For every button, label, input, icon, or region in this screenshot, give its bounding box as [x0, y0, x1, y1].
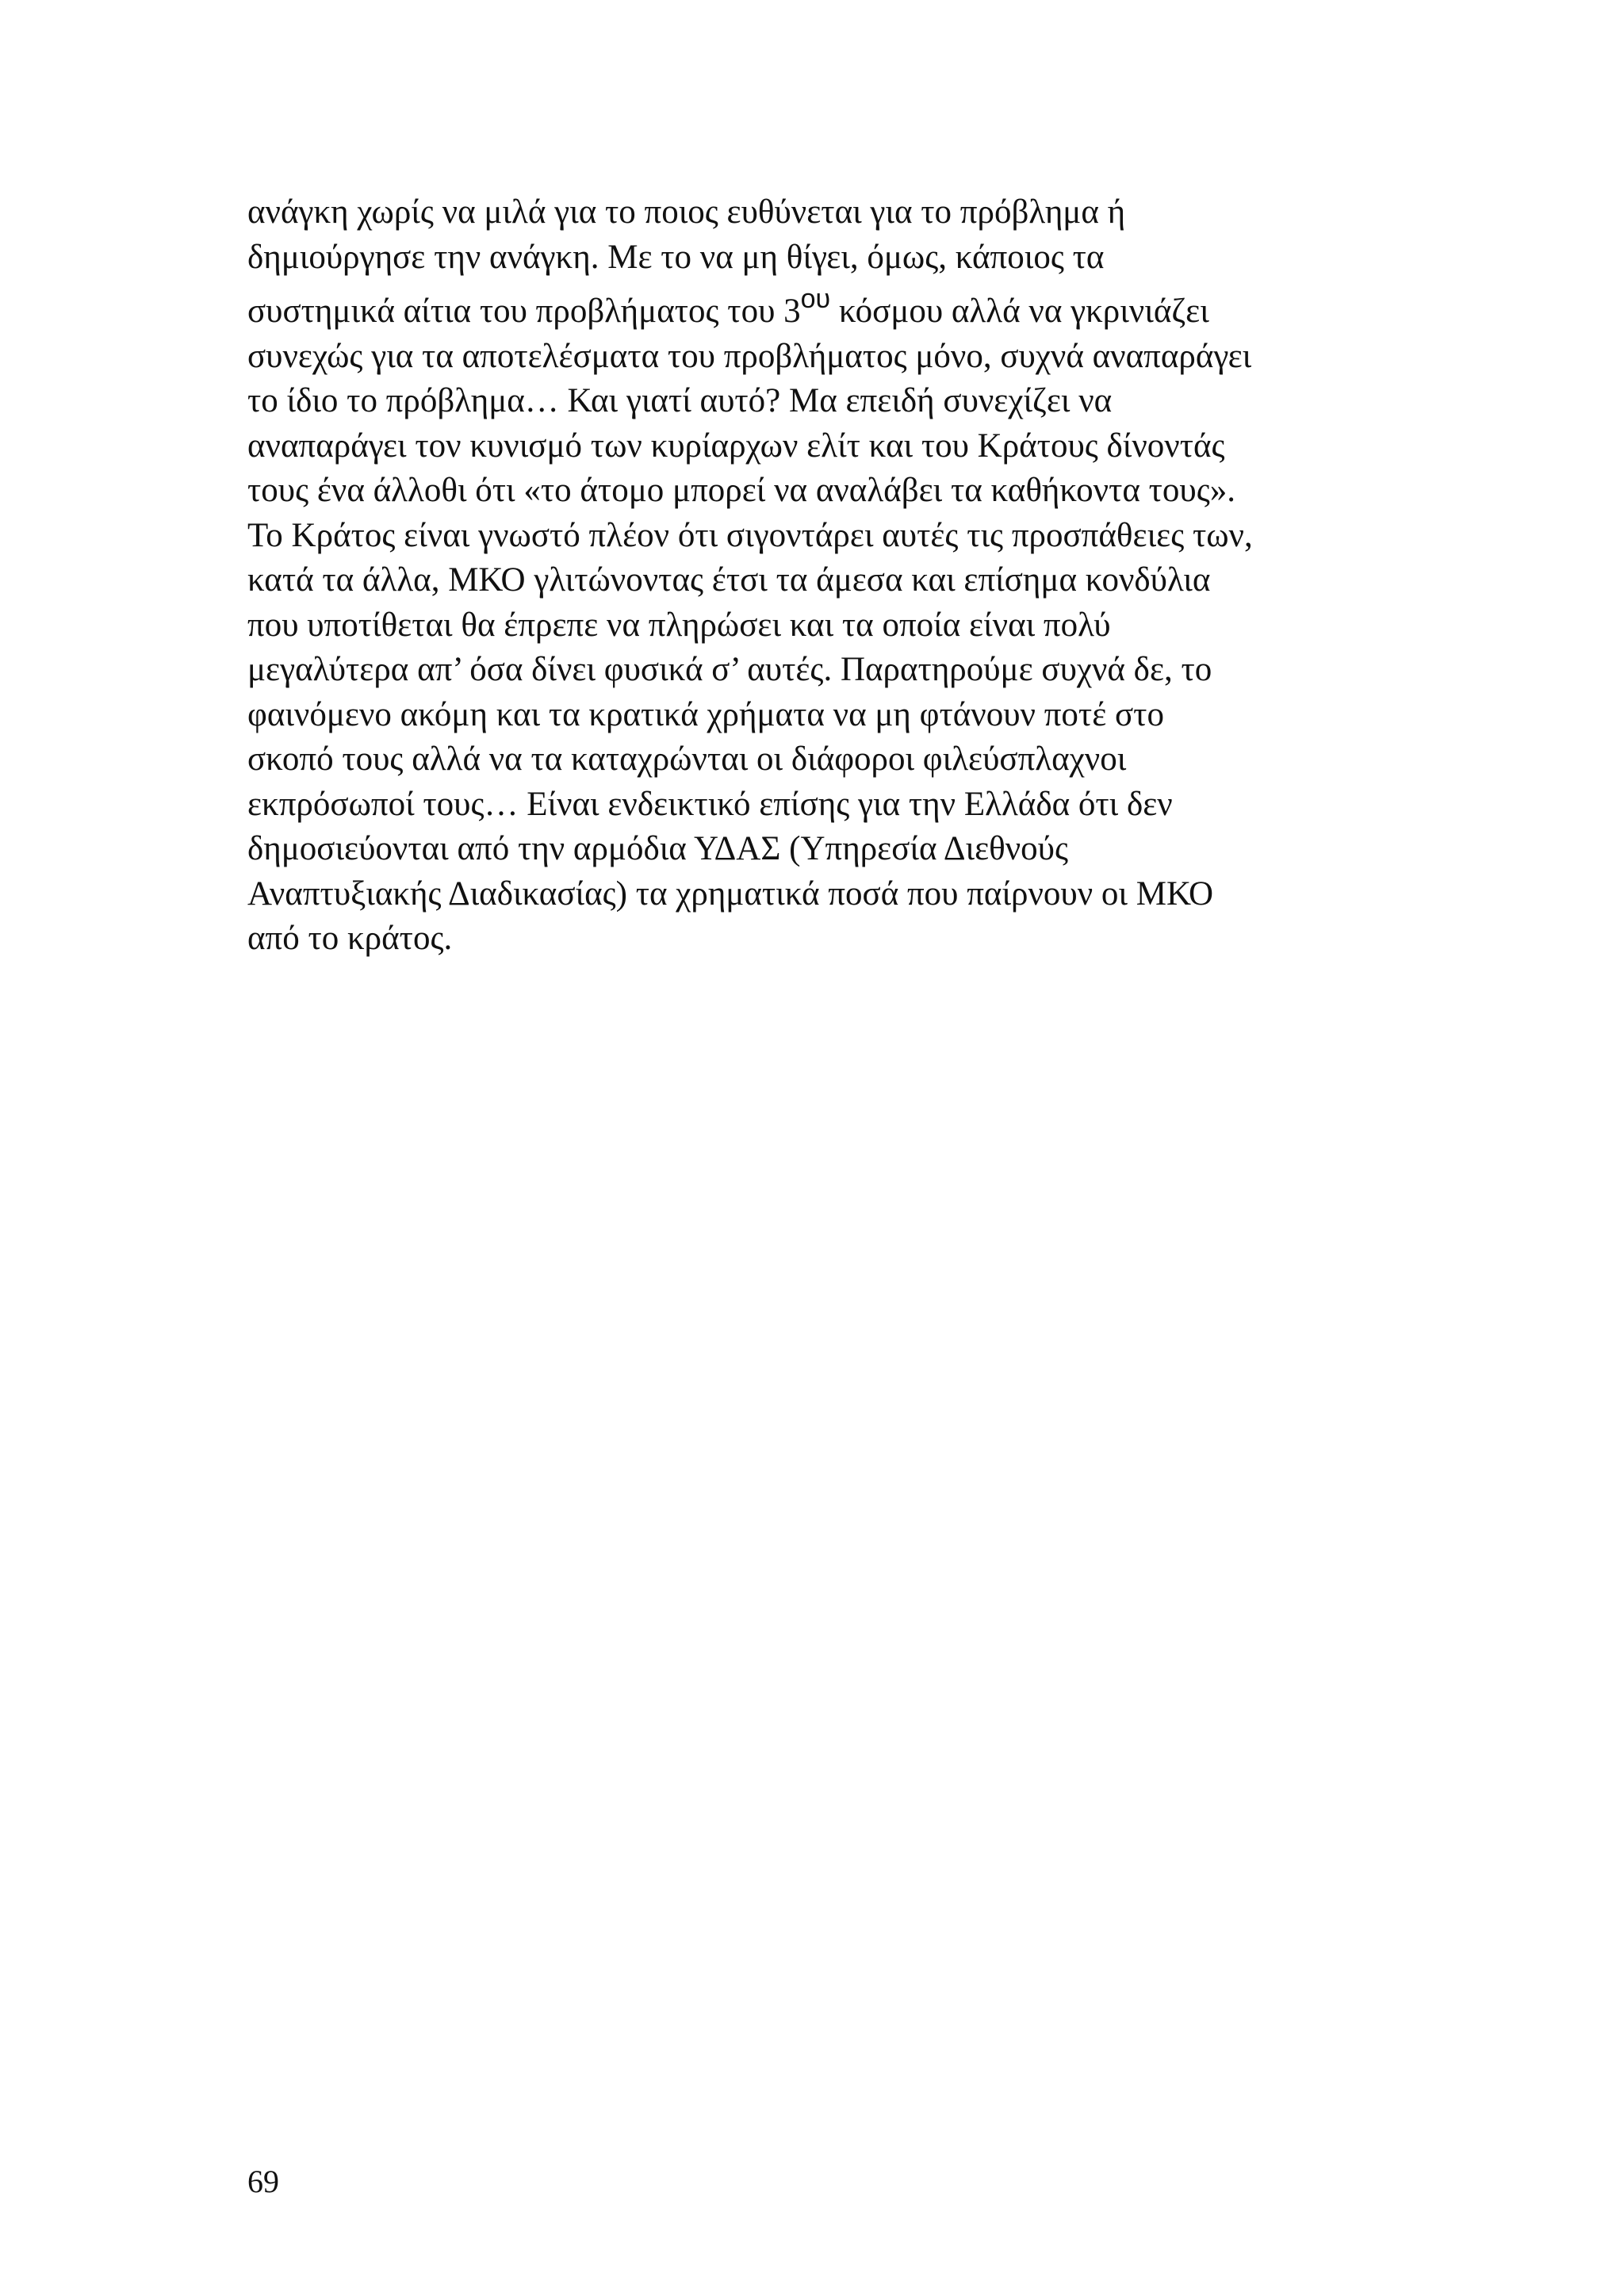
body-paragraph	[247, 190, 1405, 962]
text-line: τους ένα άλλοθι ότι «το άτομο μπορεί να αναλάβει τα καθήκοντα τους».	[247, 472, 1235, 509]
text-line: αναπαράγει τον κυνισμό των κυρίαρχων ελίτ και του Κράτους δίνοντάς	[247, 427, 1225, 465]
text-line: εκπρόσωποί τους… Είναι ενδεικτικό επίσης για την Ελλάδα ότι δεν	[247, 785, 1173, 823]
text-line: το ίδιο το πρόβλημα… Και γιατί αυτό? Μα επειδή συνεχίζει να	[247, 382, 1113, 419]
text-line: σκοπό τους αλλά να τα καταχρώνται οι διάφοροι φιλεύσπλαχνοι	[247, 740, 1127, 778]
text-line: από το κράτος.	[247, 920, 453, 957]
text-line: ανάγκη χωρίς να μιλά για το ποιος ευθύνεται για το πρόβλημα ή	[247, 193, 1126, 231]
text-line: φαινόμενο ακόμη και τα κρατικά χρήματα να μη φτάνουν ποτέ στο	[247, 695, 1164, 733]
text-line: δημιούργησε την ανάγκη. Με το να μη θίγει, όμως, κάποιος τα	[247, 238, 1105, 276]
text-line: κατά τα άλλα, ΜΚΟ γλιτώνοντας έτσι τα άμεσα και επίσημα κονδύλια	[247, 561, 1211, 599]
text-line	[247, 280, 1405, 335]
ordinal-superscript: ου	[800, 284, 831, 314]
text-line: δημοσιεύονται από την αρμόδια ΥΔΑΣ (Υπηρεσία Διεθνούς	[247, 830, 1069, 867]
text-line-segment: κόσμου αλλά να γκρινιάζει	[830, 293, 1209, 330]
text-line: Αναπτυξιακής Διαδικασίας) τα χρηματικά ποσά που παίρνουν οι ΜΚΟ	[247, 874, 1214, 913]
text-line: μεγαλύτερα απ’ όσα δίνει φυσικά σ’ αυτές. Παρατηρούμε συχνά δε, το	[247, 651, 1212, 688]
text-line-segment: συστημικά αίτια του προβλήματος του 3	[247, 293, 801, 330]
page-number: 69	[247, 2164, 279, 2199]
text-line: συνεχώς για τα αποτελέσματα του προβλήματος μόνο, συχνά αναπαράγει	[247, 337, 1252, 375]
text-line: που υποτίθεται θα έπρεπε να πληρώσει και τα οποία είναι πολύ	[247, 606, 1111, 644]
text-line: Το Κράτος είναι γνωστό πλέον ότι σιγοντάρει αυτές τις προσπάθειες των,	[247, 516, 1253, 554]
